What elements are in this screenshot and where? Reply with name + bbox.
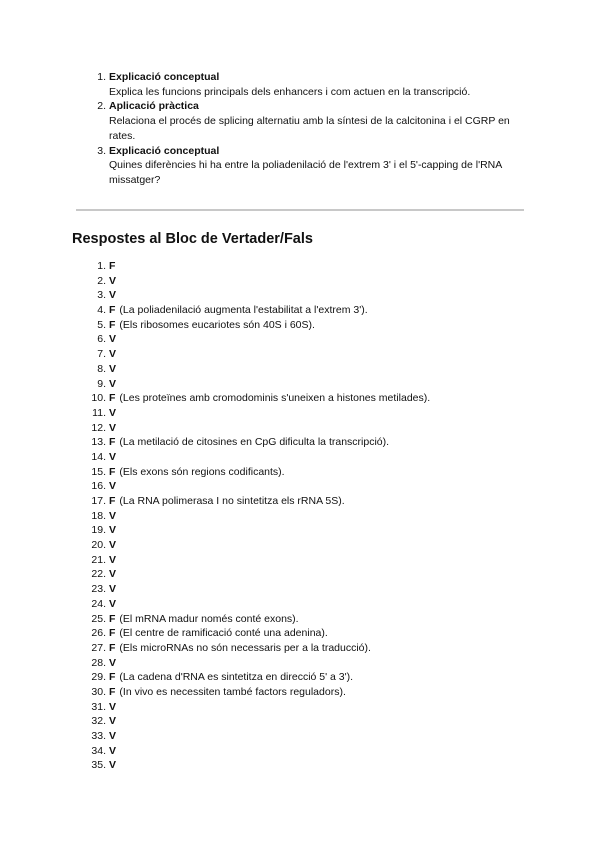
answer-number: 29. bbox=[91, 671, 106, 684]
answer-note: (La poliadenilació augmenta l'estabilitat a l'extrem 3'). bbox=[119, 304, 368, 317]
answer-value: V bbox=[109, 730, 117, 742]
answer-item bbox=[72, 421, 532, 436]
answer-item bbox=[72, 582, 532, 597]
answer-number: 13. bbox=[91, 436, 106, 449]
answer-note: (El centre de ramificació conté una adenina). bbox=[119, 627, 328, 640]
answer-number: 35. bbox=[91, 759, 106, 772]
answer-item bbox=[72, 494, 532, 509]
answer-number: 26. bbox=[91, 627, 106, 640]
answer-item bbox=[72, 670, 532, 685]
answer-number: 7. bbox=[97, 348, 106, 361]
answer-item bbox=[72, 347, 532, 362]
answer-item bbox=[72, 685, 532, 700]
answer-value: V bbox=[109, 744, 117, 757]
answer-item bbox=[72, 303, 532, 318]
answer-value: V bbox=[109, 377, 117, 390]
answer-number: 22. bbox=[91, 568, 106, 581]
answer-value: V bbox=[109, 289, 117, 302]
answer-value: V bbox=[109, 450, 117, 463]
answer-note: (Els microRNAs no són necessaris per a la traducció). bbox=[119, 641, 371, 654]
answer-item bbox=[72, 259, 532, 274]
answer-item bbox=[72, 758, 532, 773]
answer-item bbox=[72, 288, 532, 303]
answer-value: F bbox=[109, 260, 116, 272]
answer-item bbox=[72, 626, 532, 641]
question-text: Quines diferències hi ha entre la poliadenilació de l'extrem 3' i el 5'-capping de l'RNA missatger? bbox=[109, 159, 502, 186]
answer-note: (Els ribosomes eucariotes són 40S i 60S). bbox=[119, 318, 315, 331]
answer-value: V bbox=[109, 715, 117, 728]
answer-item bbox=[72, 332, 532, 347]
answer-value: F bbox=[109, 318, 116, 331]
answer-item bbox=[72, 465, 532, 480]
answer-number: 24. bbox=[91, 597, 106, 610]
answer-item bbox=[72, 318, 532, 333]
answer-number: 2. bbox=[97, 274, 106, 287]
answer-value: V bbox=[109, 759, 117, 772]
answer-value: V bbox=[109, 539, 117, 552]
question-list bbox=[72, 70, 532, 188]
answer-value: V bbox=[109, 583, 117, 596]
answer-item bbox=[72, 744, 532, 759]
answer-item bbox=[72, 641, 532, 656]
answer-value: V bbox=[109, 568, 117, 581]
question-number: 2. bbox=[97, 100, 106, 113]
answers-heading: Respostes al Bloc de Vertader/Fals bbox=[72, 231, 313, 247]
question-number: 1. bbox=[97, 71, 106, 83]
answer-value: F bbox=[109, 671, 116, 684]
answer-number: 33. bbox=[91, 730, 106, 742]
answer-item bbox=[72, 406, 532, 421]
question-number: 3. bbox=[97, 144, 106, 157]
answer-value: F bbox=[109, 495, 116, 507]
answer-number: 4. bbox=[97, 304, 106, 317]
answer-value: F bbox=[109, 627, 116, 640]
answer-number: 28. bbox=[91, 656, 106, 669]
answer-number: 3. bbox=[97, 289, 106, 302]
answer-note: (Els exons són regions codificants). bbox=[119, 465, 285, 478]
question-item bbox=[72, 144, 532, 188]
answer-number: 34. bbox=[91, 744, 106, 757]
answer-item bbox=[72, 450, 532, 465]
answer-number: 8. bbox=[97, 362, 106, 375]
answer-number: 27. bbox=[91, 641, 106, 654]
answer-value: V bbox=[109, 509, 117, 522]
answer-value: F bbox=[109, 685, 116, 698]
answer-item bbox=[72, 700, 532, 715]
answer-value: V bbox=[109, 656, 117, 669]
question-title: Explicació conceptual bbox=[109, 71, 220, 83]
answer-number: 19. bbox=[91, 524, 106, 537]
answer-item bbox=[72, 729, 532, 744]
answer-number: 6. bbox=[97, 333, 106, 346]
answer-item bbox=[72, 567, 532, 582]
question-text: Relaciona el procés de splicing alternatiu amb la síntesi de la calcitonina i el CGRP en rates. bbox=[109, 115, 510, 142]
answer-value: F bbox=[109, 612, 116, 625]
answer-value: V bbox=[109, 274, 117, 287]
answer-note: (Les proteïnes amb cromodominis s'uneixen a histones metilades). bbox=[119, 392, 431, 405]
answer-number: 12. bbox=[91, 421, 106, 434]
answer-value: V bbox=[109, 553, 117, 566]
answer-number: 17. bbox=[91, 495, 106, 507]
answer-item bbox=[72, 274, 532, 289]
answer-number: 18. bbox=[91, 509, 106, 522]
answer-number: 23. bbox=[91, 583, 106, 596]
answer-number: 5. bbox=[97, 318, 106, 331]
question-text: Explica les funcions principals dels enhancers i com actuen en la transcripció. bbox=[109, 85, 471, 98]
answer-value: F bbox=[109, 392, 116, 405]
answer-item bbox=[72, 362, 532, 377]
answer-note: (El mRNA madur només conté exons). bbox=[119, 612, 299, 625]
answer-note: (In vivo es necessiten també factors reguladors). bbox=[119, 685, 346, 698]
answer-item bbox=[72, 714, 532, 729]
answer-number: 20. bbox=[91, 539, 106, 552]
answer-value: F bbox=[109, 641, 116, 654]
answer-item bbox=[72, 597, 532, 612]
answer-number: 25. bbox=[91, 612, 106, 625]
answer-number: 21. bbox=[91, 553, 106, 566]
answer-number: 14. bbox=[91, 450, 106, 463]
answer-number: 15. bbox=[91, 465, 106, 478]
answer-value: V bbox=[109, 700, 117, 713]
question-item bbox=[72, 99, 532, 143]
answer-number: 16. bbox=[91, 480, 106, 493]
answer-number: 31. bbox=[91, 700, 106, 713]
answer-note: (La metilació de citosines en CpG dificulta la transcripció). bbox=[119, 436, 390, 449]
answer-note: (La RNA polimerasa I no sintetitza els rRNA 5S). bbox=[119, 495, 345, 507]
answer-item bbox=[72, 479, 532, 494]
question-item bbox=[72, 70, 532, 99]
answer-item bbox=[72, 553, 532, 568]
answer-item bbox=[72, 612, 532, 627]
answer-note: (La cadena d'RNA es sintetitza en direcció 5' a 3'). bbox=[119, 671, 354, 684]
answer-value: V bbox=[109, 362, 117, 375]
answer-number: 32. bbox=[91, 715, 106, 728]
question-title: Aplicació pràctica bbox=[109, 100, 199, 113]
answer-value: V bbox=[109, 406, 117, 419]
answer-item bbox=[72, 509, 532, 524]
answer-value: V bbox=[109, 348, 117, 361]
answer-list bbox=[72, 259, 532, 773]
answer-value: V bbox=[109, 524, 117, 537]
answer-value: V bbox=[109, 421, 117, 434]
answer-value: F bbox=[109, 304, 116, 317]
answer-item bbox=[72, 391, 532, 406]
answer-item bbox=[72, 377, 532, 392]
section-divider bbox=[76, 209, 524, 211]
answer-number: 10. bbox=[91, 392, 106, 405]
answer-item bbox=[72, 435, 532, 450]
answer-item bbox=[72, 523, 532, 538]
answer-value: V bbox=[109, 597, 117, 610]
question-title: Explicació conceptual bbox=[109, 144, 220, 157]
answer-number: 9. bbox=[97, 377, 106, 390]
answer-value: F bbox=[109, 465, 116, 478]
answer-number: 1. bbox=[97, 260, 106, 272]
answer-number: 11. bbox=[92, 406, 106, 419]
answer-value: F bbox=[109, 436, 116, 449]
answer-value: V bbox=[109, 480, 117, 493]
answer-item bbox=[72, 656, 532, 671]
answer-number: 30. bbox=[91, 685, 106, 698]
answer-value: V bbox=[109, 333, 117, 346]
answer-item bbox=[72, 538, 532, 553]
